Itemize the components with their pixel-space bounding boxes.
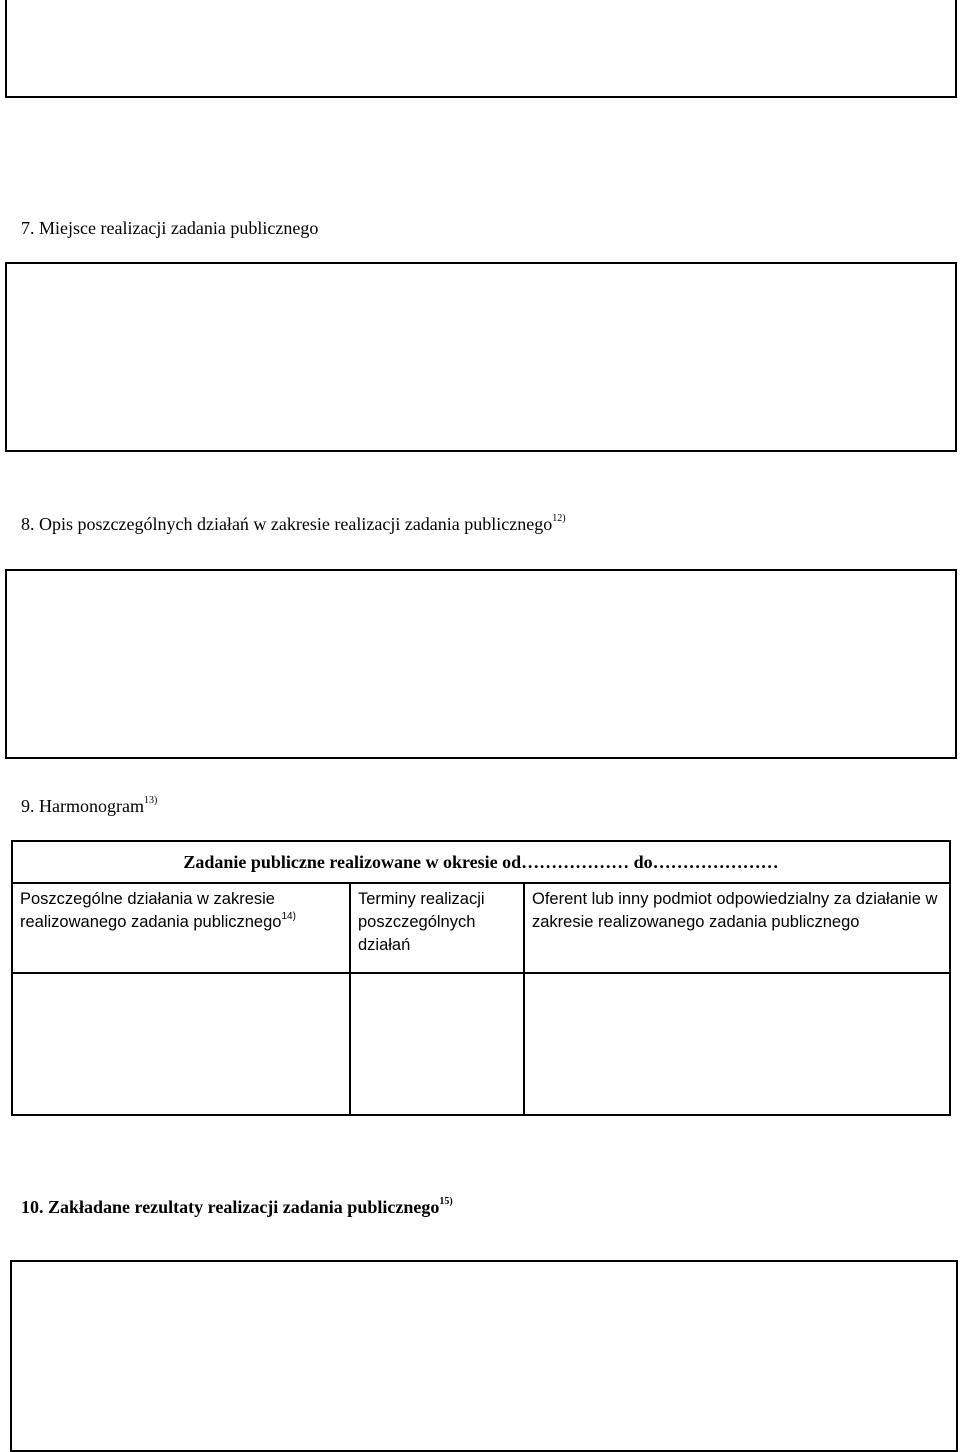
previous-section-textbox[interactable] <box>5 0 957 98</box>
cell-responsible[interactable] <box>524 973 950 1115</box>
column-header-actions <box>12 883 350 973</box>
column-header-responsible <box>524 883 950 973</box>
cell-dates[interactable] <box>350 973 524 1115</box>
section-7-title: 7. Miejsce realizacji zadania publicznego <box>21 218 319 238</box>
section-10-heading <box>21 1196 453 1218</box>
section-8-title: 8. Opis poszczególnych działań w zakresie realizacji zadania publicznego <box>21 514 553 534</box>
column-header-responsible-label: Oferent lub inny podmiot odpowiedzialny za działanie w zakresie realizowanego zadania publicznego <box>532 890 938 931</box>
harmonogram-period-label: Zadanie publiczne realizowane w okresie od……………… do………………… <box>183 851 779 872</box>
section-9-title: 9. Harmonogram <box>21 796 144 816</box>
table-row <box>12 973 950 1115</box>
column-header-dates-label: Terminy realizacji poszczególnych działań <box>358 890 485 954</box>
harmonogram-table <box>11 840 951 1116</box>
cell-actions[interactable] <box>12 973 350 1115</box>
section-10-footnote: 15) <box>439 1196 453 1207</box>
column-header-actions-label: Poszczególne działania w zakresie realizowanego zadania publicznego <box>20 890 282 931</box>
section-10-title: 10. Zakładane rezultaty realizacji zadania publicznego <box>21 1197 440 1217</box>
section-9-heading <box>21 795 157 817</box>
section-7-textbox[interactable] <box>5 262 957 452</box>
section-10-textbox[interactable] <box>10 1260 958 1452</box>
section-7-heading <box>21 217 318 239</box>
column-header-actions-footnote: 14) <box>281 910 296 922</box>
column-header-dates <box>350 883 524 973</box>
section-8-footnote: 12) <box>552 513 566 524</box>
section-8-textbox[interactable] <box>5 569 957 759</box>
section-8-heading <box>21 513 566 535</box>
section-9-footnote: 13) <box>143 795 158 806</box>
harmonogram-period-row <box>12 841 950 883</box>
